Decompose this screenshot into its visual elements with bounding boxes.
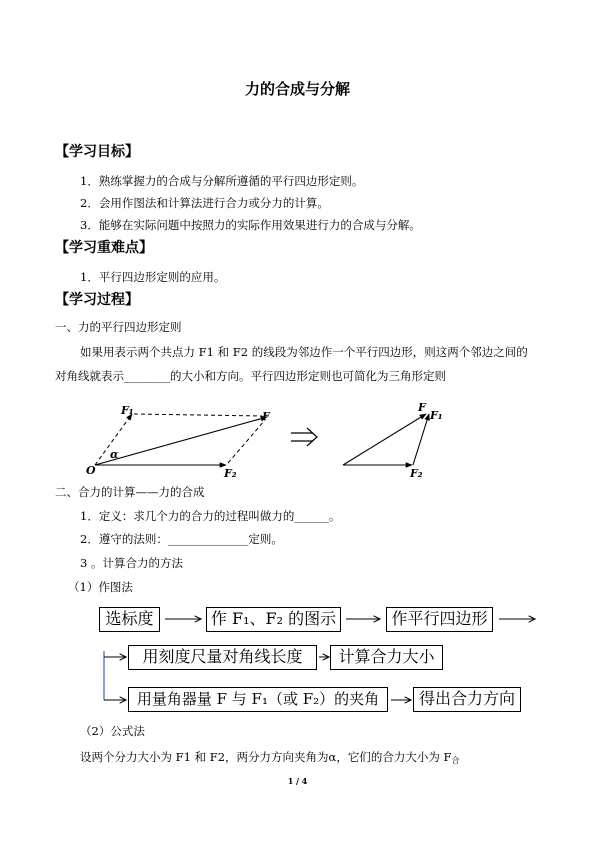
objectives-heading: 【学习目标】: [55, 144, 139, 160]
parallelogram-side-top: [134, 414, 262, 416]
resultant-subscript: 合: [451, 756, 460, 765]
force2-label: F₂: [224, 467, 237, 480]
key-points-heading: 【学习重难点】: [55, 240, 153, 256]
triangle-resultant-label: F: [418, 401, 426, 414]
section2-item: 1．定义：求几个力的合力的过程叫做力的______。: [80, 509, 341, 523]
implies-arrow-head: [307, 428, 317, 446]
triangle-force1-vector: [413, 414, 429, 465]
section2-item: 2．遵守的法则：______________定则。: [80, 532, 283, 546]
objective-item: 1．熟练掌握力的合成与分解所遵循的平行四边形定则。: [80, 174, 364, 188]
triangle-force2-label: F₂: [410, 467, 423, 480]
objective-item: 3．能够在实际问题中按照力的实际作用效果进行力的合成与分解。: [80, 218, 421, 232]
flow-box-compute-magnitude: 计算合力大小: [330, 645, 443, 670]
page-title: 力的合成与分解: [244, 80, 350, 98]
method1-heading: （1）作图法: [68, 580, 133, 594]
key-point-item: 1．平行四边形定则的应用。: [80, 270, 226, 284]
flow-box-choose-scale: 选标度: [99, 607, 160, 632]
method2-heading: （2）公式法: [80, 724, 145, 738]
formula-text: 设两个分力大小为 F1 和 F2，两分力方向夹角为α，它们的合力大小为 F: [80, 750, 452, 764]
resultant-label: F: [262, 410, 270, 423]
section1-paragraph-line1: 如果用表示两个共点力 F1 和 F2 的线段为邻边作一个平行四边形，则这两个邻边之间的: [80, 345, 528, 359]
objective-item: 2．会用作图法和计算法进行合力或分力的计算。: [80, 196, 329, 210]
flow-box-measure-angle: 用量角器量 F 与 F₁（或 F₂）的夹角: [128, 687, 388, 712]
section1-heading: 一、力的平行四边形定则: [55, 320, 182, 334]
force-diagram: [0, 398, 595, 484]
formula-line: [80, 750, 459, 768]
origin-label: O: [86, 464, 96, 477]
force-diagram-svg: [0, 398, 595, 484]
section2-heading: 二、合力的计算——力的合成: [55, 485, 205, 499]
resultant-vector: [95, 417, 267, 465]
angle-label: α: [110, 448, 119, 461]
process-heading: 【学习过程】: [55, 292, 139, 308]
force1-label: F₁: [121, 404, 134, 417]
page-number: 1 / 4: [287, 776, 308, 786]
section2-item: 3 。计算合力的方法: [80, 556, 183, 570]
triangle-resultant-vector: [343, 414, 426, 465]
flow-box-draw-parallelogram: 作平行四边形: [386, 607, 493, 632]
flow-box-measure-diagonal: 用刻度尺量对角线长度: [128, 645, 317, 670]
flowchart-arrows: [0, 600, 595, 720]
flow-box-get-direction: 得出合力方向: [413, 687, 521, 712]
flow-box-draw-forces: 作 F₁、F₂ 的图示: [206, 607, 341, 632]
triangle-force1-label: F₁: [430, 409, 443, 422]
section1-paragraph-line2: 对角线就表示________的大小和方向。平行四边形定则也可简化为三角形定则: [55, 369, 446, 383]
flowchart-arrows-svg: [0, 600, 595, 720]
